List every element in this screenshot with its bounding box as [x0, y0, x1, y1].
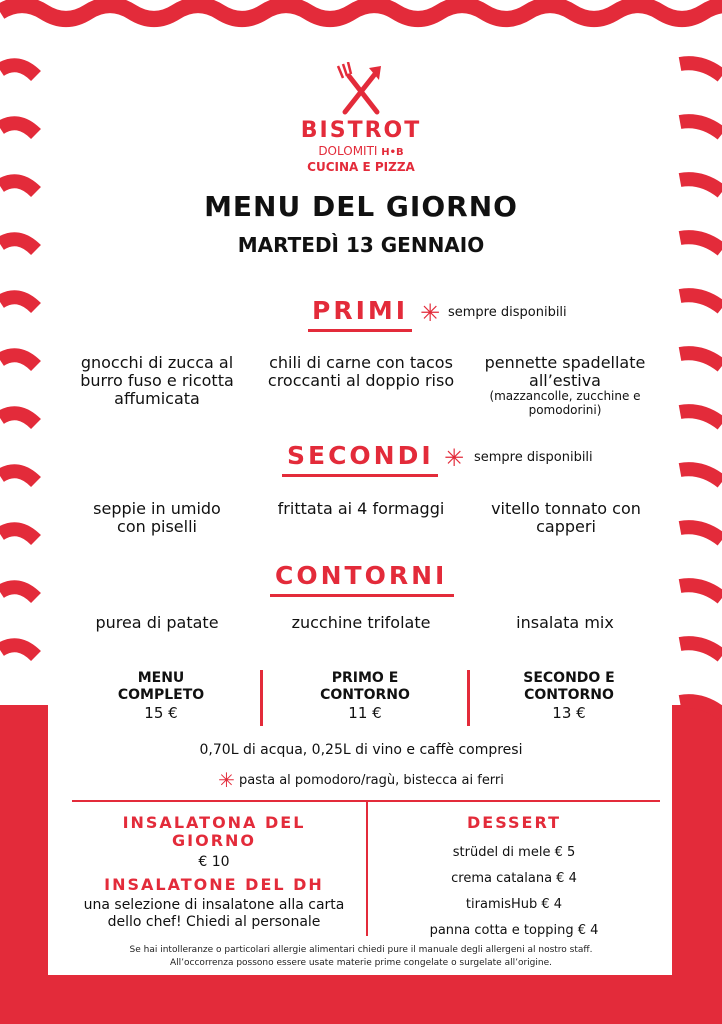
price-label: CONTORNO: [524, 687, 614, 703]
insalatona-price: € 10: [198, 854, 230, 870]
wave-stroke: [680, 469, 722, 482]
price-label: CONTORNO: [320, 687, 410, 703]
insalatona-title-2: GIORNO: [172, 831, 256, 850]
wave-stroke: [680, 585, 722, 598]
primi-underline: [308, 329, 412, 332]
page-date: MARTEDÌ 13 GENNAIO: [237, 233, 485, 257]
secondi-heading: SECONDI: [287, 441, 434, 470]
dessert-item: panna cotta e topping € 4: [429, 923, 599, 938]
wave-stroke: [0, 645, 36, 656]
wave-stroke: [680, 121, 722, 134]
footer-frozen: All’occorrenza possono essere usate materie prime congelate o surgelate all’origine.: [170, 958, 552, 968]
wave-stroke: [0, 529, 36, 540]
price-secondo-contorno: [494, 670, 644, 722]
price-divider: [260, 670, 263, 726]
wave-stroke: [680, 527, 722, 540]
asterisk-star-icon: ✳: [420, 299, 441, 327]
insalatone-dh-text-2: dello chef! Chiedi al personale: [107, 914, 321, 930]
dessert-item: tiramisHub € 4: [465, 897, 563, 912]
price-divider: [467, 670, 470, 726]
wave-stroke: [680, 411, 722, 424]
wave-stroke: [680, 353, 722, 366]
dessert-section: [382, 814, 646, 939]
primi-dish-1: gnocchi di zucca al burro fuso e ricotta affumicata: [80, 353, 234, 408]
dessert-item: crema catalana € 4: [451, 871, 577, 886]
price-value: 15 €: [144, 704, 178, 722]
price-value: 11 €: [348, 704, 382, 722]
price-label: SECONDO E: [523, 670, 615, 686]
wave-stroke: [0, 587, 36, 598]
secondi-dish-2: frittata ai 4 formaggi: [277, 499, 445, 518]
primi-dish-2: chili di carne con tacos croccanti al doppio riso: [267, 353, 455, 390]
insalatone-dh-text-1: una selezione di insalatone alla carta: [83, 897, 345, 913]
footer-allergens: Se hai intolleranze o particolari allergie alimentari chiedi pure il manuale degli allergeni al nostro staff.: [129, 945, 593, 955]
asterisk-star-icon: ✳: [444, 444, 465, 472]
wave-stroke: [680, 63, 722, 76]
wave-stroke: [0, 65, 36, 76]
contorni-dish-2: zucchine trifolate: [291, 613, 431, 632]
price-label: MENU: [137, 670, 185, 686]
fork-knife-icon: [335, 62, 387, 116]
primi-note: sempre disponibili: [448, 305, 567, 320]
insalatona-section: [76, 814, 352, 931]
primi-dish-3: pennette spadellate all’estiva: [484, 353, 646, 390]
logo-line1-text: DOLOMITI: [318, 144, 378, 158]
page-title: MENU DEL GIORNO: [204, 190, 518, 223]
contorni-underline: [270, 594, 454, 597]
primi-dish-3-detail: (mazzancolle, zucchine e pomodorini): [489, 389, 641, 417]
wave-stroke: [680, 643, 722, 656]
price-menu-completo: [86, 670, 236, 722]
wave-stroke: [0, 297, 36, 308]
secondi-underline: [282, 474, 438, 477]
bottom-divider-vertical: [366, 802, 368, 936]
price-primo-contorno: [290, 670, 440, 722]
wave-stroke: [0, 471, 36, 482]
dessert-title: DESSERT: [467, 813, 561, 832]
always-available-text: pasta al pomodoro/ragù, bistecca ai ferri: [239, 773, 504, 788]
secondi-note: sempre disponibili: [474, 450, 593, 465]
insalatona-title-1: INSALATONA DEL: [122, 813, 306, 832]
secondi-dish-3: vitello tonnato con capperi: [491, 499, 641, 536]
contorni-dish-3: insalata mix: [516, 613, 614, 632]
secondi-dish-1: seppie in umido con piselli: [93, 499, 221, 536]
price-value: 13 €: [552, 704, 586, 722]
insalatone-dh-title: INSALATONE DEL DH: [104, 875, 324, 894]
always-available-row: [0, 768, 722, 792]
wave-stroke: [680, 295, 722, 308]
included-note: 0,70L di acqua, 0,25L di vino e caffè compresi: [199, 742, 523, 758]
logo-line1-hub: H•B: [381, 147, 404, 158]
logo-line1: [261, 144, 461, 158]
price-label: PRIMO E: [331, 670, 399, 686]
asterisk-star-icon: ✳: [218, 768, 235, 792]
contorni-heading: CONTORNI: [275, 561, 448, 590]
wave-stroke: [0, 123, 36, 134]
wave-stroke: [0, 355, 36, 366]
price-label: COMPLETO: [117, 687, 205, 703]
wave-stroke: [0, 413, 36, 424]
logo-brand: BISTROT: [300, 118, 422, 143]
logo: [261, 62, 461, 182]
logo-line2: CUCINA E PIZZA: [307, 160, 415, 174]
dessert-item: strüdel di mele € 5: [452, 845, 576, 860]
contorni-dish-1: purea di patate: [95, 613, 219, 632]
primi-heading: PRIMI: [312, 296, 409, 325]
